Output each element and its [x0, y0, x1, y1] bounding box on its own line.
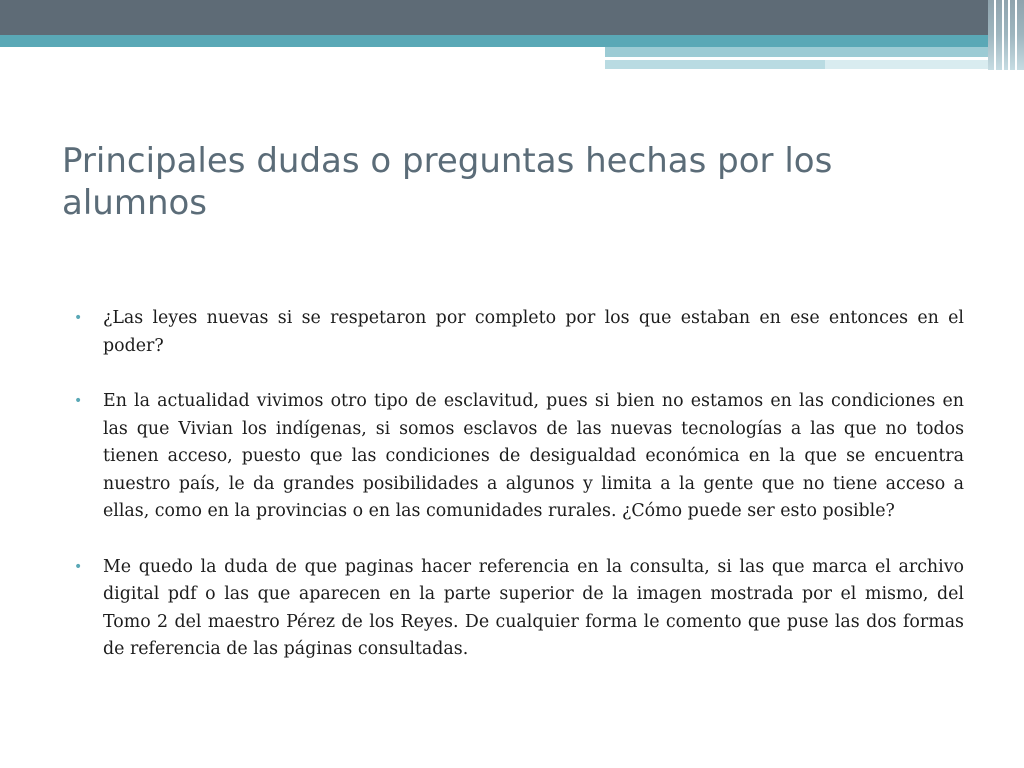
header-band-dark: [0, 0, 1024, 35]
header-band-light-short: [605, 60, 825, 69]
bullet-item: [74, 554, 964, 664]
bullet-icon: •: [74, 393, 83, 409]
bullet-text: En la actualidad vivimos otro tipo de esclavitud, pues si bien no estamos en las condiciones en las que Vivian los indígenas, si somos esclavos de las nuevas tecnologías a las que no todos tienen acceso, puesto que las condiciones de desigualdad económica en la que se encuentra nuestro país, le da grandes posibilidades a algunos y limita a la gente que no tiene acceso a ellas, como en la provincias o en las comunidades rurales. ¿Cómo puede ser esto posible?: [103, 391, 964, 521]
header-stripes: [988, 0, 1024, 70]
bullet-icon: •: [74, 558, 83, 575]
header-band-teal: [0, 35, 1024, 47]
bullet-item: [74, 388, 964, 526]
bullet-item: [74, 305, 964, 360]
bullet-text: ¿Las leyes nuevas si se respetaron por completo por los que estaban en ese entonces en el poder?: [103, 308, 964, 356]
header-band-light: [605, 47, 990, 57]
slide-title: Principales dudas o preguntas hechas por los alumnos: [62, 141, 833, 223]
header-band-pale: [825, 60, 990, 69]
bullet-list: [74, 305, 964, 692]
bullet-icon: •: [74, 310, 83, 326]
bullet-text: Me quedo la duda de que paginas hacer referencia en la consulta, si las que marca el archivo digital pdf o las que aparecen en la parte superior de la imagen mostrada por el mismo, del Tomo 2 del maestro Pérez de los Reyes. De cualquier forma le comento que puse las dos formas de referencia de las páginas consultadas.: [103, 556, 964, 659]
